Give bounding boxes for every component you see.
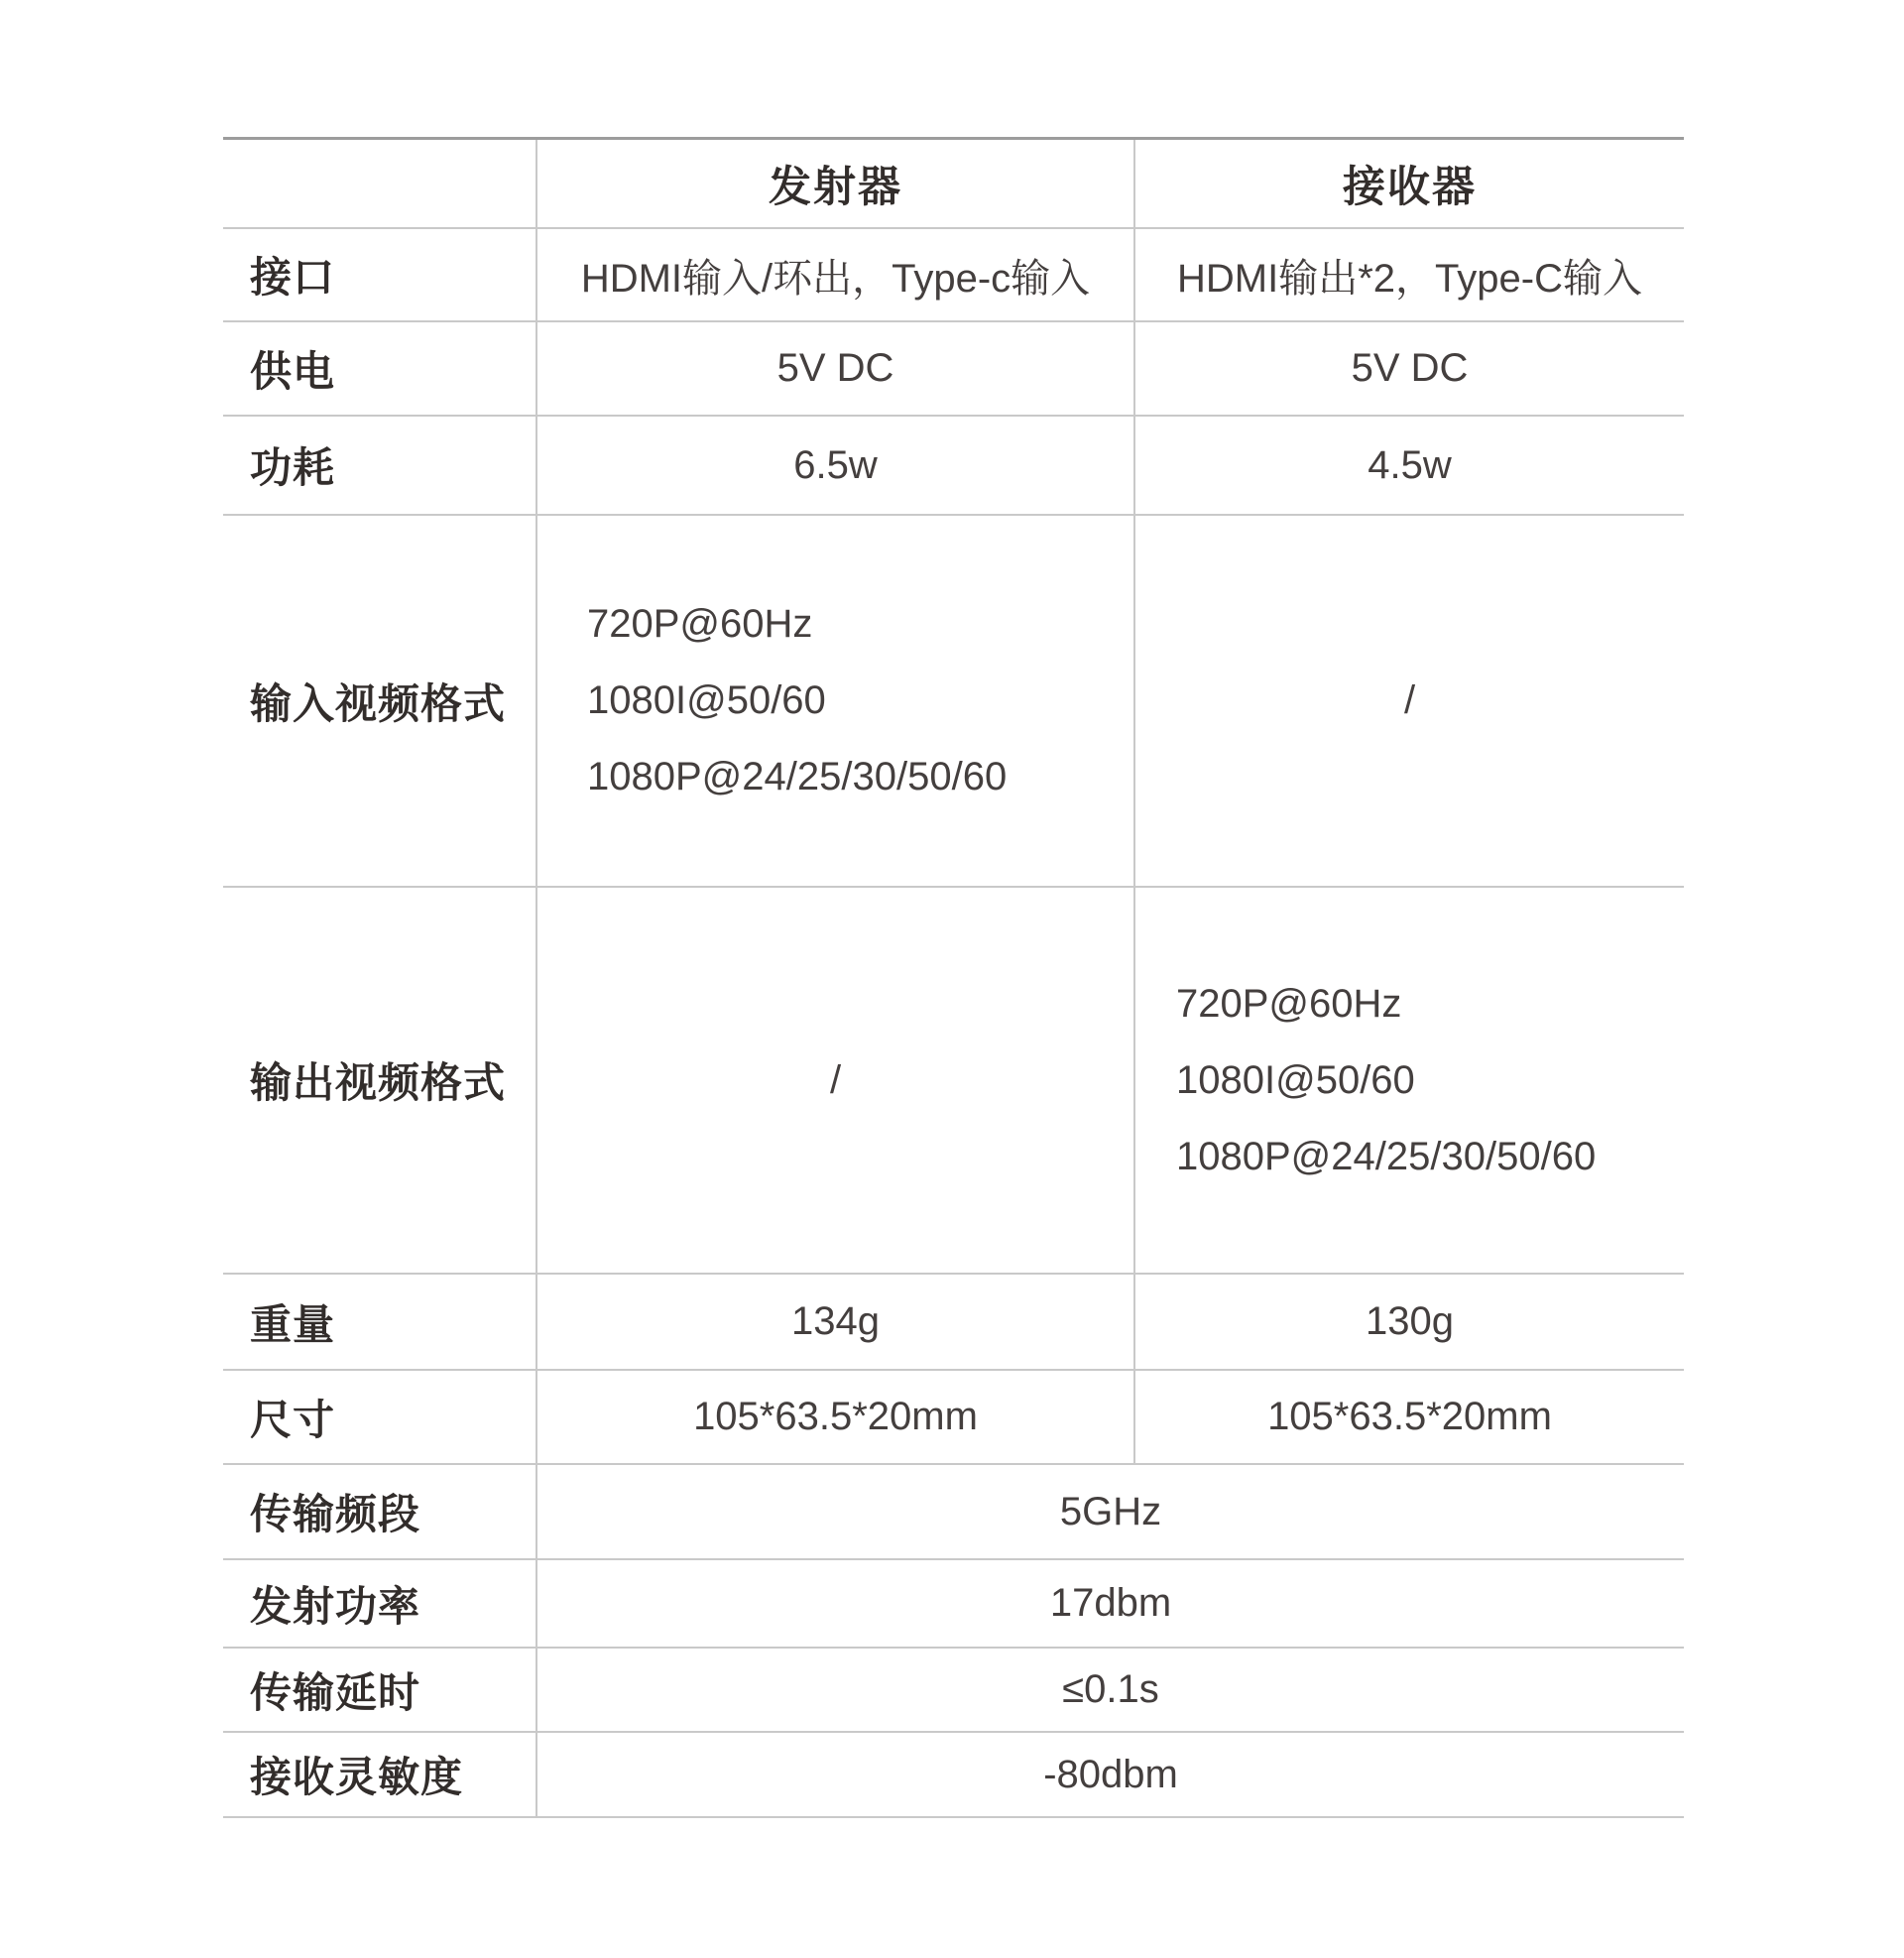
row-label: 传输延时 (250, 1668, 421, 1716)
table-row-header (223, 140, 1684, 229)
table-row-output-video-format (223, 888, 1684, 1275)
format-line: 1080I@50/60 (1176, 1057, 1415, 1102)
merged-value: ≤0.1s (536, 1649, 1684, 1731)
row-label: 传输频段 (250, 1491, 421, 1537)
rx-value: HDMI输出*2，Type-C输入 (1133, 229, 1684, 320)
row-label: 接口 (250, 254, 336, 301)
tx-value: 5V DC (536, 322, 1133, 415)
rx-value: 4.5w (1133, 417, 1684, 514)
format-line: 1080P@24/25/30/50/60 (587, 755, 1008, 798)
rx-value: 105*63.5*20mm (1133, 1371, 1684, 1463)
row-label: 接收灵敏度 (250, 1754, 464, 1800)
row-label: 尺寸 (250, 1396, 336, 1443)
row-label: 重量 (250, 1300, 336, 1348)
table-row-transmission-band (223, 1465, 1684, 1560)
rx-value: / (1133, 516, 1684, 886)
tx-value: 134g (536, 1275, 1133, 1369)
table-row-input-video-format (223, 516, 1684, 888)
format-line: 1080I@50/60 (587, 678, 826, 722)
merged-value: -80dbm (536, 1733, 1684, 1816)
table-row-power-supply (223, 322, 1684, 417)
row-label: 供电 (250, 347, 336, 395)
header-empty-cell (223, 140, 536, 227)
merged-value: 5GHz (536, 1465, 1684, 1558)
rx-value: 5V DC (1133, 322, 1684, 415)
format-line: 720P@60Hz (587, 602, 813, 646)
table-row-weight (223, 1275, 1684, 1371)
header-receiver: 接收器 (1133, 140, 1684, 227)
table-row-power-consumption (223, 417, 1684, 516)
row-label: 输入视频格式 (250, 679, 507, 727)
table-row-receive-sensitivity (223, 1733, 1684, 1818)
merged-value: 17dbm (536, 1560, 1684, 1647)
tx-format-list (536, 516, 1133, 886)
spec-table (223, 137, 1684, 1818)
format-line: 720P@60Hz (1176, 981, 1402, 1026)
row-label: 输出视频格式 (250, 1059, 507, 1106)
tx-value: 105*63.5*20mm (536, 1371, 1133, 1463)
table-row-interface (223, 229, 1684, 322)
rx-format-list (1133, 888, 1684, 1273)
format-line: 1080P@24/25/30/50/60 (1176, 1134, 1597, 1178)
table-row-transmit-power (223, 1560, 1684, 1649)
tx-value: 6.5w (536, 417, 1133, 514)
tx-value: / (536, 888, 1133, 1273)
rx-value: 130g (1133, 1275, 1684, 1369)
table-row-transmission-latency (223, 1649, 1684, 1733)
row-label: 发射功率 (250, 1582, 421, 1630)
table-row-dimensions (223, 1371, 1684, 1465)
tx-value: HDMI输入/环出，Type-c输入 (536, 229, 1133, 320)
header-transmitter: 发射器 (536, 140, 1133, 227)
row-label: 功耗 (250, 444, 336, 491)
